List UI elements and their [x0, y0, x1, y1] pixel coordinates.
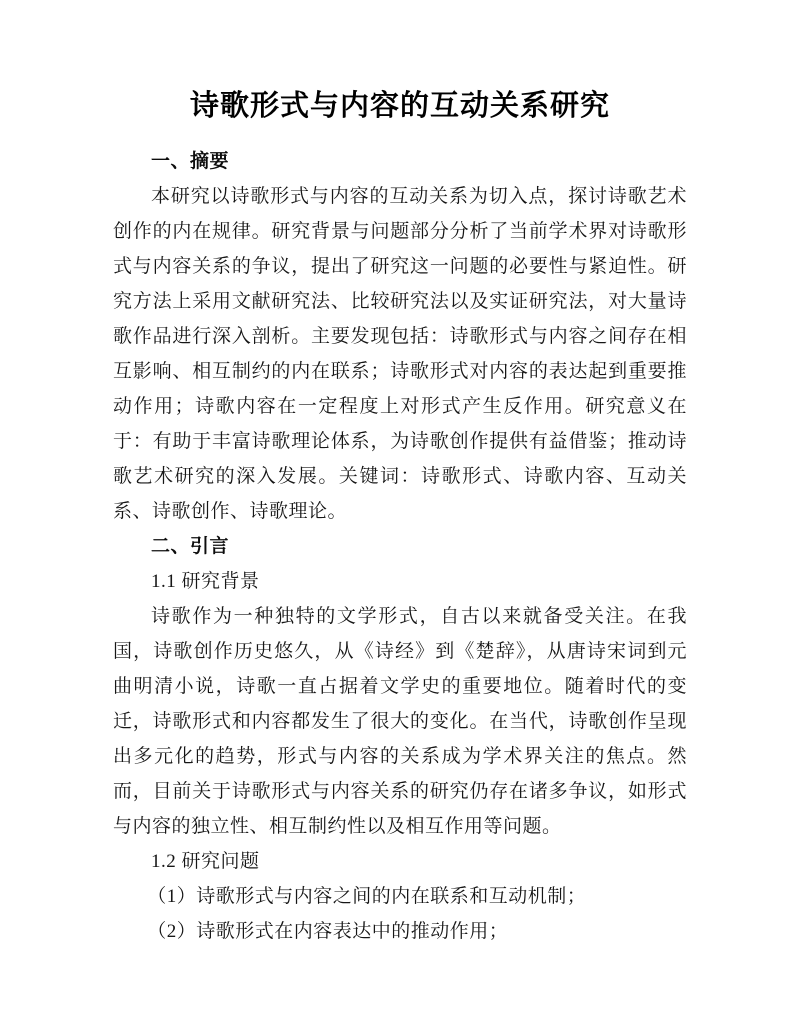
research-question-item-2: （2）诗歌形式在内容表达中的推动作用；: [147, 921, 509, 942]
abstract-paragraph: 本研究以诗歌形式与内容的互动关系为切入点，探讨诗歌艺术创作的内在规律。研究背景与问题部分分析了当前学术界对诗歌形式与内容关系的争议，提出了研究这一问题的必要性与紧迫性。研究方法上采用文献研究法、比较研究法以及实证研究法，对大量诗歌作品进行深入剖析。主要发现包括：诗歌形式与内容之间存在相互影响、相互制约的内在联系；诗歌形式对内容的表达起到重要推动作用；诗歌内容在一定程度上对形式产生反作用。研究意义在于：有助于丰富诗歌理论体系，为诗歌创作提供有益借鉴；推动诗歌艺术研究的深入发展。关键词：诗歌形式、诗歌内容、互动关系、诗歌创作、诗歌理论。: [113, 186, 687, 522]
research-question-item-1: （1）诗歌形式与内容之间的内在联系和互动机制；: [147, 886, 587, 907]
subsection-heading-research-questions: 1.2 研究问题: [151, 851, 260, 872]
subsection-heading-research-background: 1.1 研究背景: [151, 571, 260, 592]
page-title: 诗歌形式与内容的互动关系研究: [189, 90, 610, 122]
section-heading-introduction: 二、引言: [151, 536, 230, 557]
section-heading-abstract: 一、摘要: [151, 151, 230, 172]
research-background-paragraph: 诗歌作为一种独特的文学形式，自古以来就备受关注。在我国，诗歌创作历史悠久，从《诗经》到《楚辞》，从唐诗宋词到元曲明清小说，诗歌一直占据着文学史的重要地位。随着时代的变迁，诗歌形式和内容都发生了很大的变化。在当代，诗歌创作呈现出多元化的趋势，形式与内容的关系成为学术界关注的焦点。然而，目前关于诗歌形式与内容关系的研究仍存在诸多争议，如形式与内容的独立性、相互制约性以及相互作用等问题。: [113, 606, 687, 837]
